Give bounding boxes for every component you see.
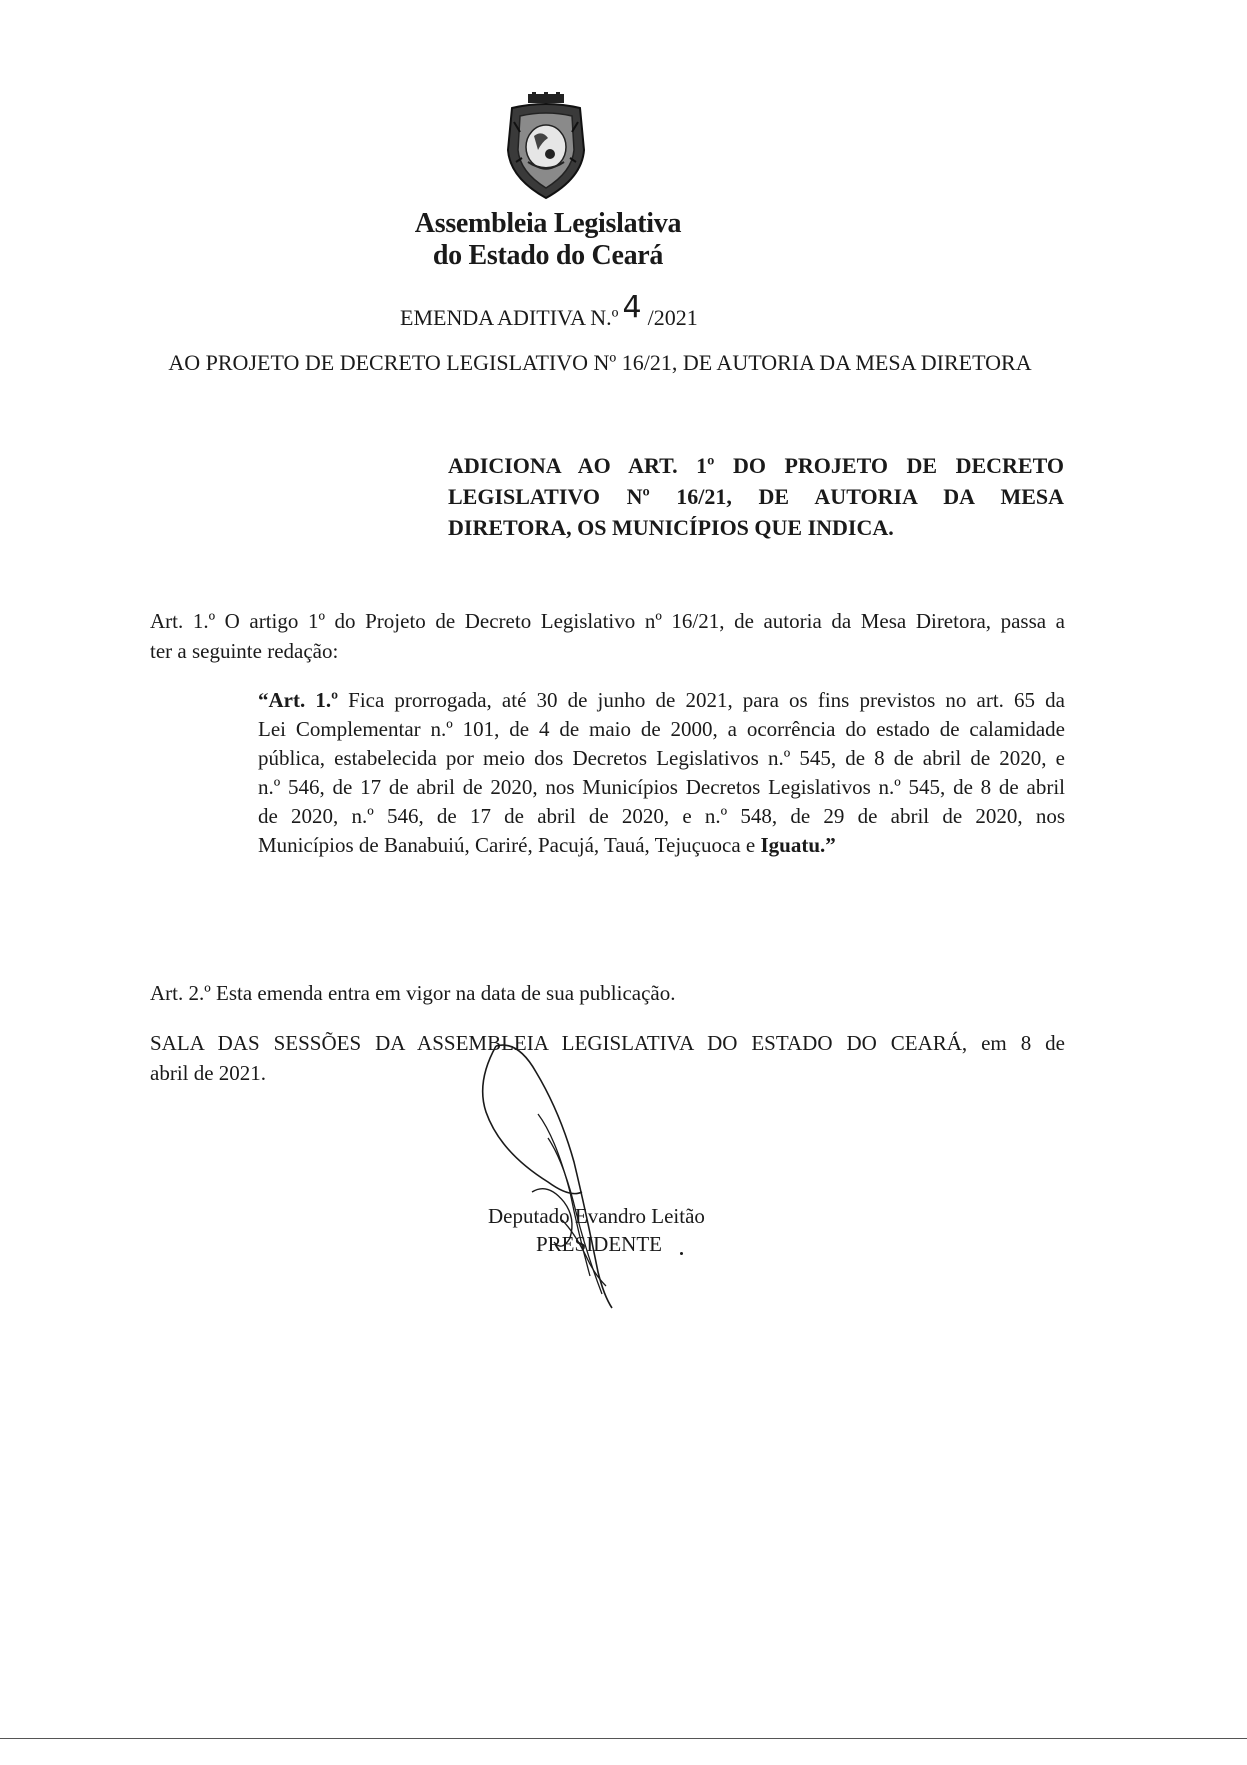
quoted-article-text (258, 686, 1065, 860)
quote-highlight-municipality: Iguatu.” (760, 833, 836, 857)
quote-line-text: Municípios de Banabuiú, Cariré, Pacujá, Tauá, Tejuçuoca e (258, 833, 761, 857)
signer-name: Deputado Evandro Leitão (488, 1204, 705, 1228)
institution-name (398, 208, 698, 272)
article-1 (150, 606, 1065, 666)
document-subtitle: AO PROJETO DE DECRETO LEGISLATIVO Nº 16/21, DE AUTORIA DA MESA DIRETORA (168, 350, 1032, 375)
quote-line-text: Fica prorrogada, até 30 de junho de 2021, para os fins previstos no art. 65 da (338, 688, 1065, 712)
ementa-line: DIRETORA, OS MUNICÍPIOS QUE INDICA. (448, 515, 894, 540)
institution-name-line2: do Estado do Ceará (432, 240, 664, 271)
quote-line (258, 686, 1065, 715)
state-coat-of-arms-seal (498, 92, 594, 202)
emenda-title (400, 290, 698, 333)
handwritten-signature (478, 1042, 688, 1312)
article-1-line: ter a seguinte redação: (150, 639, 339, 663)
page-bottom-edge-line (0, 1738, 1247, 1739)
emenda-prefix: EMENDA ADITIVA N.º (400, 305, 619, 330)
quote-line (258, 831, 1065, 860)
signer-role: PRESIDENTE (536, 1232, 662, 1256)
article-1-line: Art. 1.º O artigo 1º do Projeto de Decreto Legislativo nº 16/21, de autoria da Mesa Diretora, passa a (150, 609, 1065, 633)
quote-line: Lei Complementar n.º 101, de 4 de maio de 2000, a ocorrência do estado de calamidade (258, 717, 1065, 741)
dateline-line: abril de 2021. (150, 1061, 267, 1085)
dateline-line: SALA DAS SESSÕES DA ASSEMBLEIA LEGISLATIVA DO ESTADO DO CEARÁ, em 8 de (150, 1031, 1065, 1055)
quote-line: n.º 546, de 17 de abril de 2020, nos Municípios Decretos Legislativos n.º 545, de 8 de abril (258, 775, 1065, 799)
institution-name-line1: Assembleia Legislativa (414, 208, 682, 239)
emenda-year: /2021 (647, 305, 698, 330)
quote-line: de 2020, n.º 546, de 17 de abril de 2020, e n.º 548, de 29 de abril de 2020, nos (258, 804, 1065, 828)
emenda-number-handwritten: 4 (622, 290, 642, 325)
article-2: Art. 2.º Esta emenda entra em vigor na data de sua publicação. (150, 981, 676, 1005)
quote-line: pública, estabelecida por meio dos Decretos Legislativos n.º 545, de 8 de abril de 2020, e (258, 746, 1065, 770)
quote-article-label: “Art. 1.º (258, 688, 339, 712)
ementa-line: ADICIONA AO ART. 1º DO PROJETO DE DECRETO (448, 453, 1064, 478)
stray-dot-mark (680, 1252, 683, 1255)
ementa-line: LEGISLATIVO Nº 16/21, DE AUTORIA DA MESA (448, 484, 1064, 509)
ementa-summary (448, 450, 1064, 543)
